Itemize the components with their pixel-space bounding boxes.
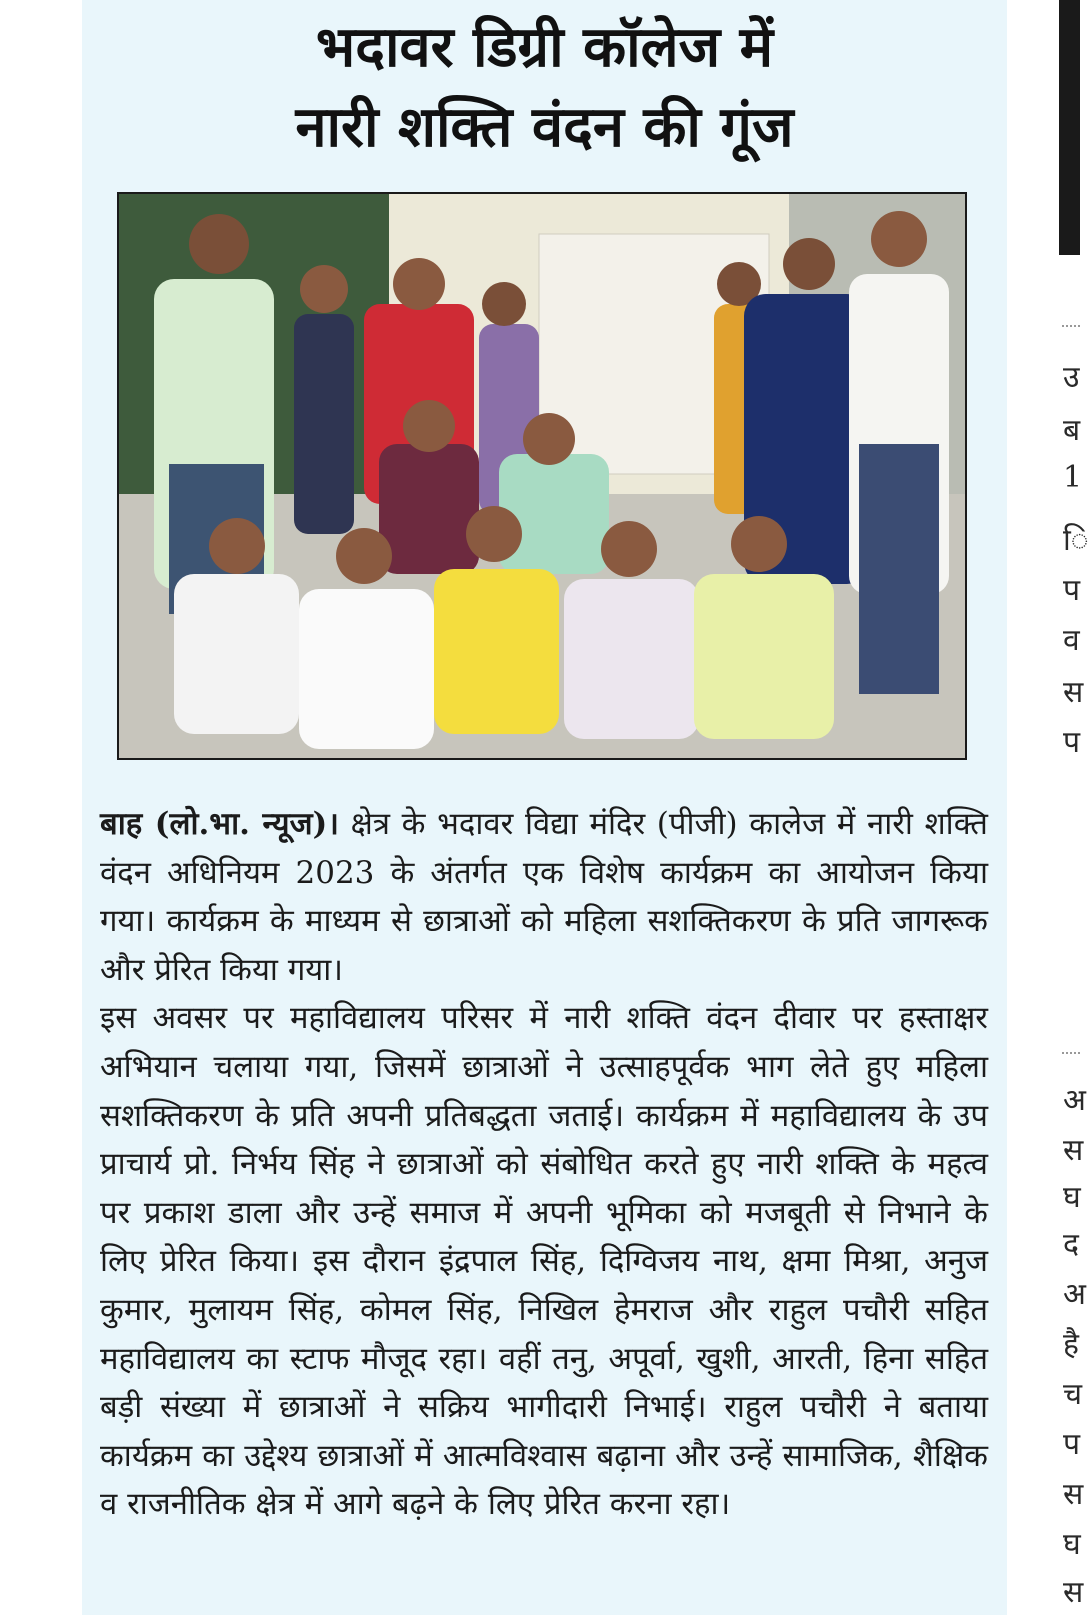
adjacent-column-glyph: प	[1063, 573, 1081, 608]
article-body	[100, 800, 988, 1529]
adjacent-column-glyph: स	[1063, 1477, 1084, 1512]
article-paragraph-1-text: क्षेत्र के भदावर विद्या मंदिर (पीजी) कालेज में नारी शक्ति वंदन अधिनियम 2023 के अंतर्गत एक विशेष कार्यक्रम का आयोजन किया गया। कार्यक्रम के माध्यम से छात्राओं को महिला सशक्तिकरण के प्रति जागरूक और प्रेरित किया गया।	[100, 806, 988, 988]
adjacent-column-glyph: अ	[1063, 1083, 1086, 1118]
adjacent-image-edge	[1059, 0, 1080, 255]
dateline: बाह (लो.भा. न्यूज)।	[100, 806, 340, 842]
adjacent-column-glyph: घ	[1063, 1180, 1081, 1215]
headline-line-2: नारी शक्ति वंदन की गूंज	[295, 95, 794, 160]
adjacent-column-glyph: अ	[1063, 1277, 1086, 1312]
group-photo	[117, 192, 967, 760]
adjacent-column-glyph: घ	[1063, 1527, 1081, 1562]
headline-line-1: भदावर डिग्री कॉलेज में	[315, 15, 774, 80]
adjacent-column-glyph: 1	[1063, 460, 1083, 495]
adjacent-column-glyph: च	[1063, 1377, 1083, 1412]
adjacent-column-glyph: ि	[1063, 523, 1089, 558]
adjacent-column-glyph: उ	[1063, 360, 1080, 395]
adjacent-column-glyph: द	[1063, 1227, 1079, 1262]
article-paragraph-2: इस अवसर पर महाविद्यालय परिसर में नारी शक्ति वंदन दीवार पर हस्ताक्षर अभियान चलाया गया, जिसमें छात्राओं ने उत्साहपूर्वक भाग लेते हुए महिला सशक्तिकरण के प्रति अपनी प्रतिबद्धता जताई। कार्यक्रम में महाविद्यालय के उप प्राचार्य प्रो. निर्भय सिंह ने छात्राओं को संबोधित करते हुए नारी शक्ति के महत्व पर प्रकाश डाला और उन्हें समाज में अपनी भूमिका को मजबूती से निभाने के लिए प्रेरित किया। इस दौरान इंद्रपाल सिंह, दिग्विजय नाथ, क्षमा मिश्रा, अनुज कुमार, मुलायम सिंह, कोमल सिंह, निखिल हेमराज और राहुल पचौरी सहित महाविद्यालय का स्टाफ मौजूद रहा। वहीं तनु, अपूर्वा, खुशी, आरती, हिना सहित बड़ी संख्या में छात्राओं ने सक्रिय भागीदारी निभाई। राहुल पचौरी ने बताया कार्यक्रम का उद्देश्य छात्राओं में आत्मविश्वास बढ़ाना और उन्हें सामाजिक, शैक्षिक व राजनीतिक क्षेत्र में आगे बढ़ने के लिए प्रेरित करना रहा।	[100, 1000, 988, 1523]
headline	[82, 8, 1007, 168]
adjacent-column-glyph: ब	[1063, 413, 1081, 448]
adjacent-column-glyph: स	[1063, 1133, 1084, 1168]
adjacent-column-glyph: स	[1063, 675, 1084, 710]
adjacent-column-glyph: स	[1063, 1575, 1084, 1610]
column-separator	[1062, 325, 1080, 327]
article-paragraph-1	[100, 800, 988, 994]
news-article	[82, 0, 1007, 1615]
adjacent-column-glyph: प	[1063, 725, 1081, 760]
adjacent-column-glyph: व	[1063, 623, 1080, 658]
left-margin	[0, 0, 82, 1615]
column-separator	[1062, 1052, 1080, 1054]
adjacent-column-fragment	[1007, 0, 1089, 1615]
adjacent-column-glyph: प	[1063, 1427, 1081, 1462]
adjacent-column-glyph: है	[1063, 1327, 1079, 1362]
group-photo-illustration	[119, 194, 965, 758]
